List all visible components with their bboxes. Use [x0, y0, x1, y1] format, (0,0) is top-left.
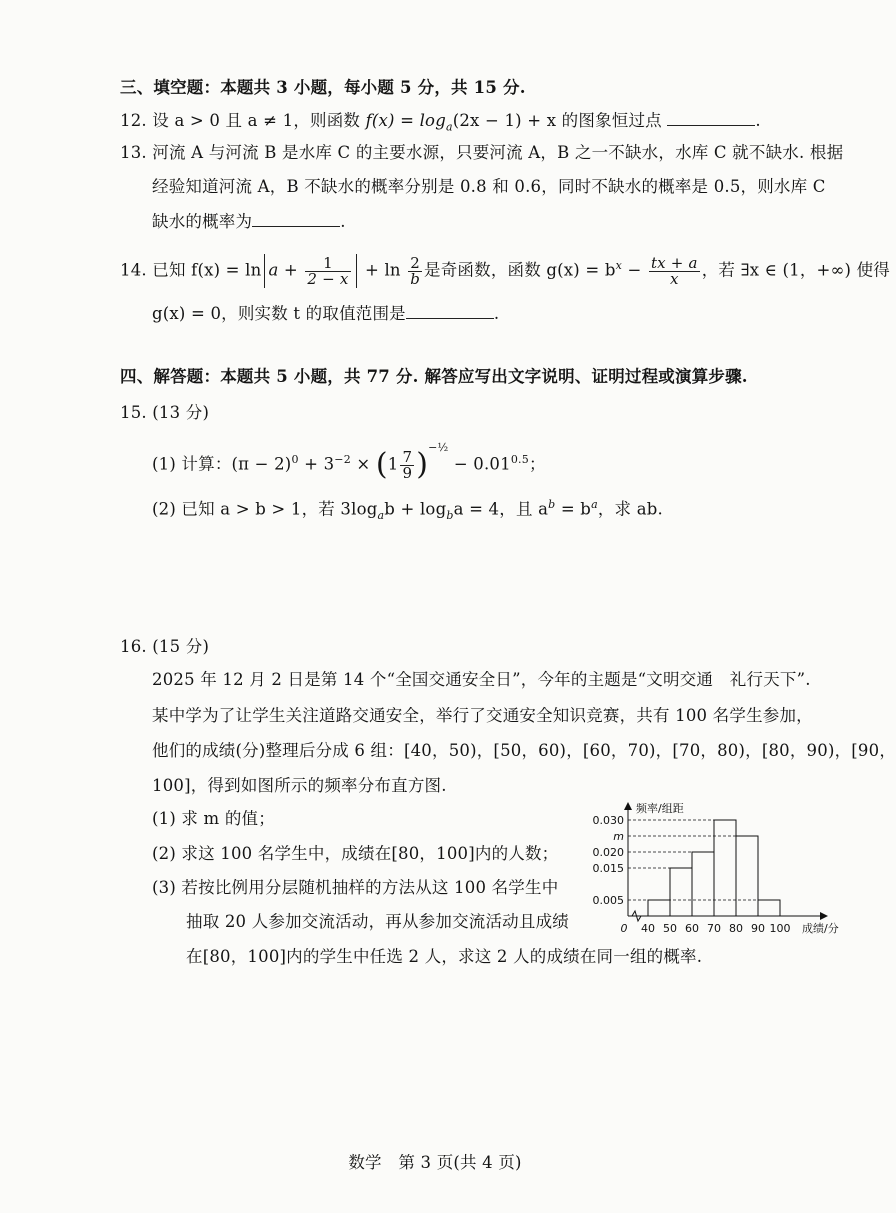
right-paren: ): [416, 447, 429, 482]
frequency-histogram: [588, 798, 853, 943]
q16-line2: 某中学为了让学生关注道路交通安全，举行了交通安全知识竞赛，共有 100 名学生参加，: [152, 706, 813, 725]
q15-p2-b: b + log: [384, 499, 447, 519]
fraction-denominator: 9: [402, 463, 413, 482]
mixed-fraction: [400, 447, 414, 482]
question-13-line3: [152, 210, 346, 233]
q13-text: 河流 A 与河流 B 是水库 C 的主要水源，只要河流 A，B 之一不缺水，水库 C 就不缺水. 根据: [152, 143, 844, 162]
page-footer: 数学 第 3 页(共 4 页): [348, 1153, 522, 1172]
q15-part1: [152, 440, 546, 485]
fraction-1: [305, 253, 350, 288]
section-title-fill-in: 三、填空题：本题共 3 小题，每小题 5 分，共 15 分.: [120, 78, 526, 97]
abs-bar-right: [356, 254, 357, 288]
q16-line1: 2025 年 12 月 2 日是第 14 个“全国交通安全日”，今年的主题是“文明交通 礼行天下”.: [152, 670, 811, 689]
q13-end: .: [340, 212, 346, 231]
histogram-bar: [692, 852, 714, 916]
answer-blank[interactable]: [252, 210, 340, 227]
q12-text-mid: (2x − 1) + x 的图象恒过点: [452, 111, 662, 130]
exponent: a: [591, 498, 598, 511]
q16-sub3-line2: 抽取 20 人参加交流活动，再从参加交流活动且成绩: [186, 912, 569, 931]
q15-p2-c: a = 4，且 a: [453, 499, 549, 519]
histogram-bar: [736, 836, 758, 916]
q16-line3: 他们的成绩(分)整理后分成 6 组：[40，50)，[50，60)，[60，70)，[70，80)，[80，90)，[90，: [152, 741, 896, 760]
q14-exponent: x: [615, 259, 623, 272]
q15-p1-d: − 0.01: [448, 454, 511, 474]
fraction-numerator: 7: [402, 447, 413, 466]
q16-sub1: (1) 求 m 的值；: [152, 809, 275, 828]
q14-minus: −: [627, 260, 642, 280]
exponent: 0: [291, 453, 299, 466]
q12-end: .: [755, 111, 761, 130]
histogram-bar: [758, 900, 780, 916]
q16-head: 16. (15 分): [120, 637, 210, 656]
y-tick-label: 0.005: [592, 894, 624, 907]
left-paren: (: [375, 447, 388, 482]
question-14-line2: [152, 302, 499, 325]
q12-function: f(x) = log: [365, 111, 446, 130]
x-tick-label: 90: [751, 922, 765, 935]
q14-text-line2: g(x) = 0，则实数 t 的取值范围是: [152, 304, 406, 323]
q15-p1-b: + 3: [298, 454, 335, 474]
q14-text-f: ，若 ∃x ∈ (1，+∞) 使得: [701, 260, 890, 280]
q13-text: 缺水的概率为: [152, 212, 253, 231]
fraction-3: [649, 253, 700, 288]
q15-p2-a: (2) 已知 a > b > 1，若 3log: [152, 499, 378, 519]
q13-line2: 经验知道河流 A，B 不缺水的概率分别是 0.8 和 0.6，同时不缺水的概率是 0.5，则水库 C: [152, 177, 826, 196]
abs-bar-left: [264, 254, 265, 288]
exponent: −2: [334, 453, 351, 466]
histogram-bar: [648, 900, 670, 916]
q15-head: 15. (13 分): [120, 403, 210, 422]
x-tick-label: 60: [685, 922, 699, 935]
q15-p2-e: ，求 ab.: [597, 499, 663, 519]
question-number: 14.: [120, 260, 147, 280]
subscript: b: [446, 508, 454, 522]
q16-line4: 100]，得到如图所示的频率分布直方图.: [152, 776, 447, 795]
histogram-bar: [670, 868, 692, 916]
x-tick-label: 50: [663, 922, 677, 935]
answer-blank[interactable]: [667, 109, 755, 126]
q16-sub3-line3: 在[80，100]内的学生中任选 2 人，求这 2 人的成绩在同一组的概率.: [186, 947, 703, 966]
q14-text-b: a +: [268, 260, 298, 280]
x-axis-label: 成绩/分: [802, 922, 839, 935]
q14-text-a: 已知 f(x) = ln: [152, 260, 262, 280]
fraction-2: [408, 253, 422, 288]
x-tick-label: 0: [620, 922, 628, 935]
x-tick-label: 100: [769, 922, 791, 935]
question-number: 12.: [120, 111, 147, 130]
q15-part2: [152, 494, 663, 527]
q14-end: .: [493, 304, 500, 323]
q12-log-base: a: [445, 120, 453, 134]
q15-p1-c: ×: [350, 454, 376, 474]
y-axis-label: 频率/组距: [636, 802, 684, 815]
q15-p1-a: (1) 计算：(π − 2): [152, 454, 292, 474]
q15-p2-d: = b: [555, 499, 592, 519]
question-14-line1: [120, 248, 890, 289]
y-tick-label: 0.020: [592, 846, 624, 859]
section-title-solutions: 四、解答题：本题共 5 小题，共 77 分. 解答应写出文字说明、证明过程或演算步骤.: [120, 367, 748, 386]
exponent: 0.5: [510, 453, 529, 466]
histogram-bar: [714, 820, 736, 916]
q12-text-pre: 设 a > 0 且 a ≠ 1，则函数: [152, 111, 366, 130]
subscript: a: [377, 508, 385, 522]
x-tick-label: 40: [641, 922, 655, 935]
mixed-whole: 1: [387, 454, 399, 474]
x-tick-label: 70: [707, 922, 721, 935]
fraction-numerator: 1: [305, 256, 350, 272]
q14-text-c: + ln: [364, 260, 401, 280]
q16-sub2: (2) 求这 100 名学生中，成绩在[80，100]内的人数；: [152, 844, 559, 863]
q14-text-d: 是奇函数，函数 g(x) = b: [424, 260, 616, 280]
question-13-line1: [120, 142, 843, 164]
fraction-numerator: tx + a: [650, 253, 698, 272]
y-tick-label: m: [613, 830, 624, 843]
answer-blank[interactable]: [406, 302, 494, 319]
x-tick-label: 80: [729, 922, 743, 935]
q15-p1-e: ；: [528, 454, 546, 474]
question-number: 13.: [120, 143, 147, 162]
exponent: b: [548, 498, 556, 511]
y-tick-label: 0.030: [592, 814, 624, 827]
question-12: [120, 109, 761, 138]
q16-sub3-line1: (3) 若按比例用分层随机抽样的方法从这 100 名学生中: [152, 878, 559, 897]
y-tick-label: 0.015: [592, 862, 624, 875]
fraction-denominator: 2 − x: [307, 269, 349, 288]
exponent: −½: [428, 441, 449, 454]
fraction-denominator: b: [410, 269, 421, 288]
fraction-numerator: 2: [408, 256, 422, 272]
fraction-denominator: x: [669, 269, 679, 288]
